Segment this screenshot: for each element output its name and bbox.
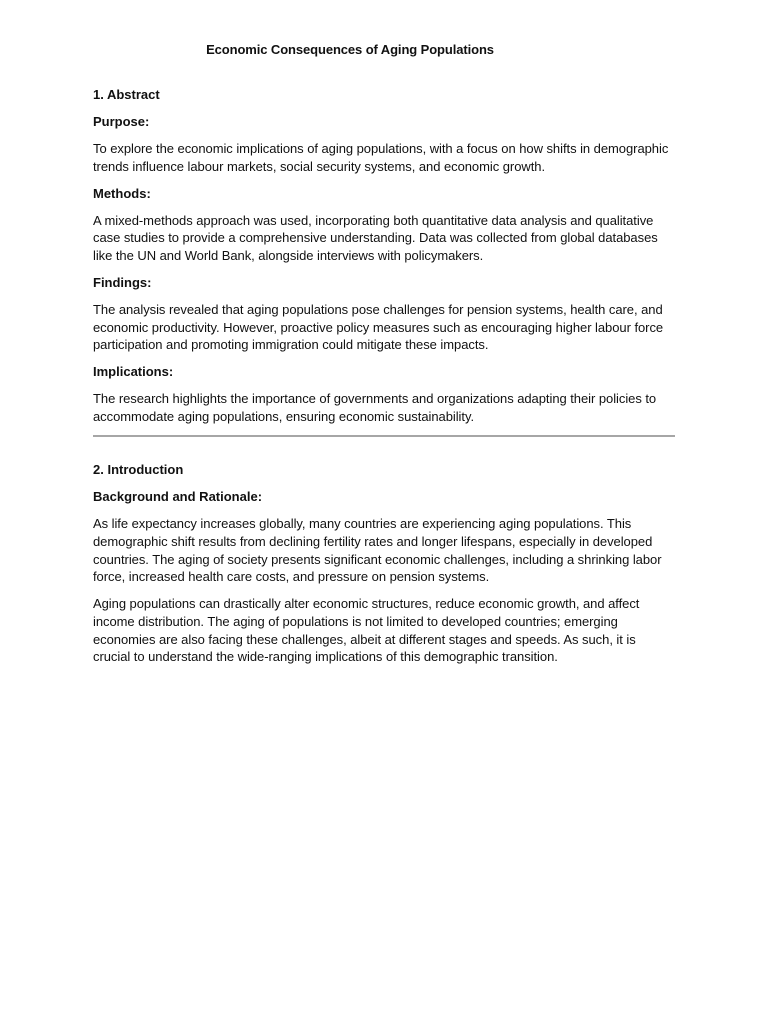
introduction-heading: 2. Introduction [93, 462, 184, 478]
findings-text: The analysis revealed that aging populations pose challenges for pension systems, health care, and economic productivity. However, proactive policy measures such as encouraging higher labour force participation and promoting immigration could mitigate these impacts. [93, 301, 664, 353]
introduction-paragraph-2: Aging populations can drastically alter economic structures, reduce economic growth, and affect income distribution. The aging of populations is not limited to developed countries; emerging economies are also facing these challenges, albeit at different stages and speeds. As such, it is crucial to understand the wide-ranging implications of this demographic transition. [93, 596, 640, 665]
abstract-heading: 1. Abstract [93, 87, 160, 102]
methods-label: Methods: [93, 185, 151, 201]
purpose-text: To explore the economic implications of aging populations, with a focus on how shifts in demographic trends influence labour markets, social security systems, and economic growth. [93, 141, 669, 174]
section-divider [93, 435, 675, 437]
background-label: Background and Rationale: [93, 489, 263, 505]
document-body [93, 86, 675, 675]
methods-text: A mixed-methods approach was used, incorporating both quantitative data analysis and qualitative case studies to provide a comprehensive understanding. Data was collected from global databases like the UN and World Bank, alongside interviews with policymakers. [93, 212, 658, 263]
findings-label: Findings: [93, 274, 152, 290]
implications-text: The research highlights the importance of governments and organizations adapting their policies to accommodate aging populations, ensuring economic sustainability. [93, 391, 657, 424]
implications-label: Implications: [93, 364, 174, 380]
document-title: Economic Consequences of Aging Populations [206, 42, 494, 57]
purpose-label: Purpose: [93, 114, 150, 129]
introduction-paragraph-1: As life expectancy increases globally, many countries are experiencing aging populations. This demographic shift results from declining fertility rates and longer lifespans, especially in developed countries. The aging of society presents significant economic challenges, including a shrinking labor force, increased health care costs, and pressure on pension systems. [93, 516, 662, 585]
